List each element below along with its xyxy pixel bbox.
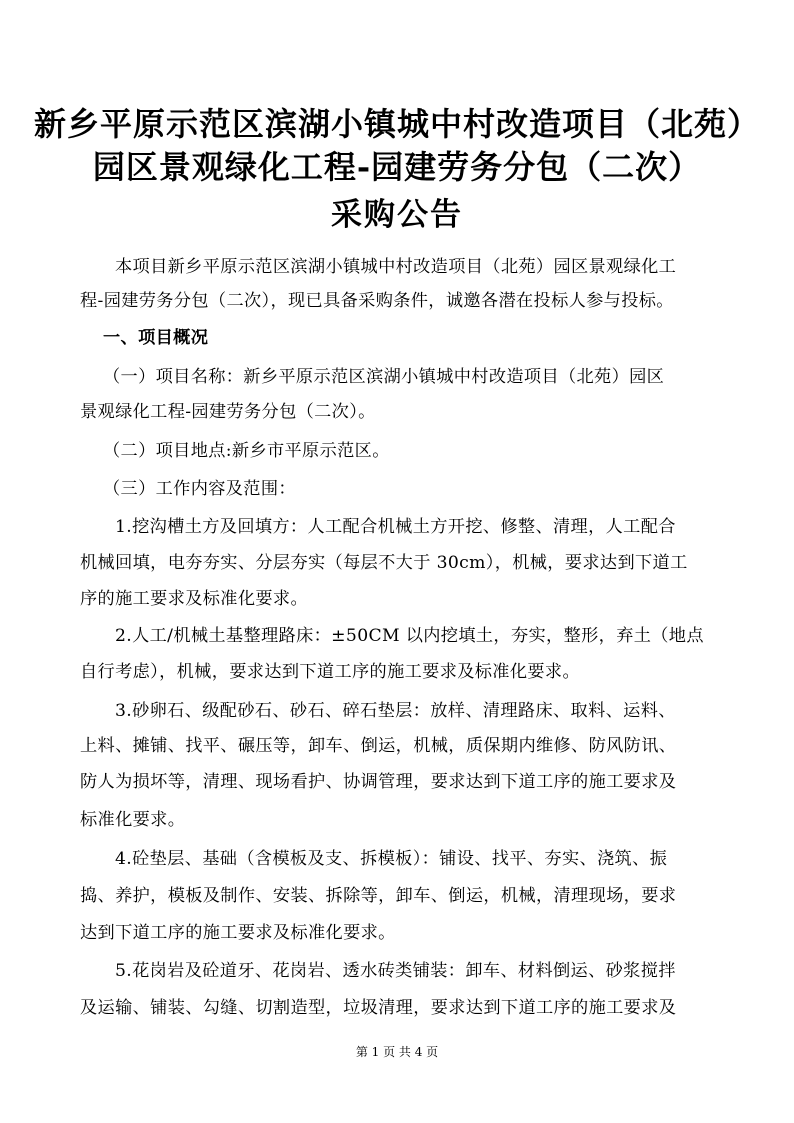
scope-1-line-1: 1.挖沟槽土方及回填方：人工配合机械土方开挖、修整、清理，人工配合: [115, 517, 676, 537]
scope-1-line-3: 序的施工要求及标准化要求。: [80, 589, 308, 609]
scope-2-line-1: 2.人工/机械土基整理路床：±50CM 以内挖填土，夯实，整形，弃土（地点: [115, 626, 704, 646]
intro-line-2: 程-园建劳务分包（二次），现已具备采购条件，诚邀各潜在投标人参与投标。: [80, 291, 674, 311]
item-project-name-line-1: （一）项目名称：新乡平原示范区滨湖小镇城中村改造项目（北苑）园区: [103, 367, 665, 387]
scope-4-line-2: 捣、养护，模板及制作、安装、拆除等，卸车、倒运，机械，清理现场，要求: [80, 886, 677, 906]
scope-3-line-1: 3.砂卵石、级配砂石、砂石、碎石垫层：放样、清理路床、取料、运料、: [115, 701, 676, 721]
document-title-line-2: 园区景观绿化工程-园建劳务分包（二次）: [92, 148, 702, 186]
scope-5-line-1: 5.花岗岩及砼道牙、花岗岩、透水砖类铺装：卸车、材料倒运、砂浆搅拌: [115, 961, 676, 981]
item-work-scope: （三）工作内容及范围：: [103, 479, 296, 499]
section-heading-overview: 一、项目概况: [103, 328, 209, 348]
document-title-line-1: 新乡平原示范区滨湖小镇城中村改造项目（北苑）: [33, 105, 760, 143]
intro-line-1: 本项目新乡平原示范区滨湖小镇城中村改造项目（北苑）园区景观绿化工: [115, 257, 677, 277]
document-title-line-3: 采购公告: [331, 197, 463, 233]
scope-1-line-2: 机械回填，电夯夯实、分层夯实（每层不大于 30cm），机械，要求达到下道工: [80, 553, 688, 573]
item-project-location: （二）项目地点:新乡市平原示范区。: [103, 441, 390, 461]
scope-2-line-2: 自行考虑），机械，要求达到下道工序的施工要求及标准化要求。: [80, 662, 580, 682]
scope-3-line-3: 防人为损坏等，清理、现场看护、协调管理，要求达到下道工序的施工要求及: [80, 772, 677, 792]
item-project-name-line-2: 景观绿化工程-园建劳务分包（二次）。: [80, 402, 376, 422]
scope-4-line-3: 达到下道工序的施工要求及标准化要求。: [80, 923, 396, 943]
scope-4-line-1: 4.砼垫层、基础（含模板及支、拆模板）：铺设、找平、夯实、浇筑、振: [115, 849, 668, 869]
page-number-footer: 第 1 页 共 4 页: [355, 1045, 439, 1059]
scope-5-line-2: 及运输、铺装、勾缝、切割造型，垃圾清理，要求达到下道工序的施工要求及: [80, 998, 677, 1018]
scope-3-line-2: 上料、摊铺、找平、碾压等，卸车、倒运，机械，质保期内维修、防风防讯、: [80, 736, 677, 756]
scope-3-line-4: 标准化要求。: [80, 810, 186, 830]
